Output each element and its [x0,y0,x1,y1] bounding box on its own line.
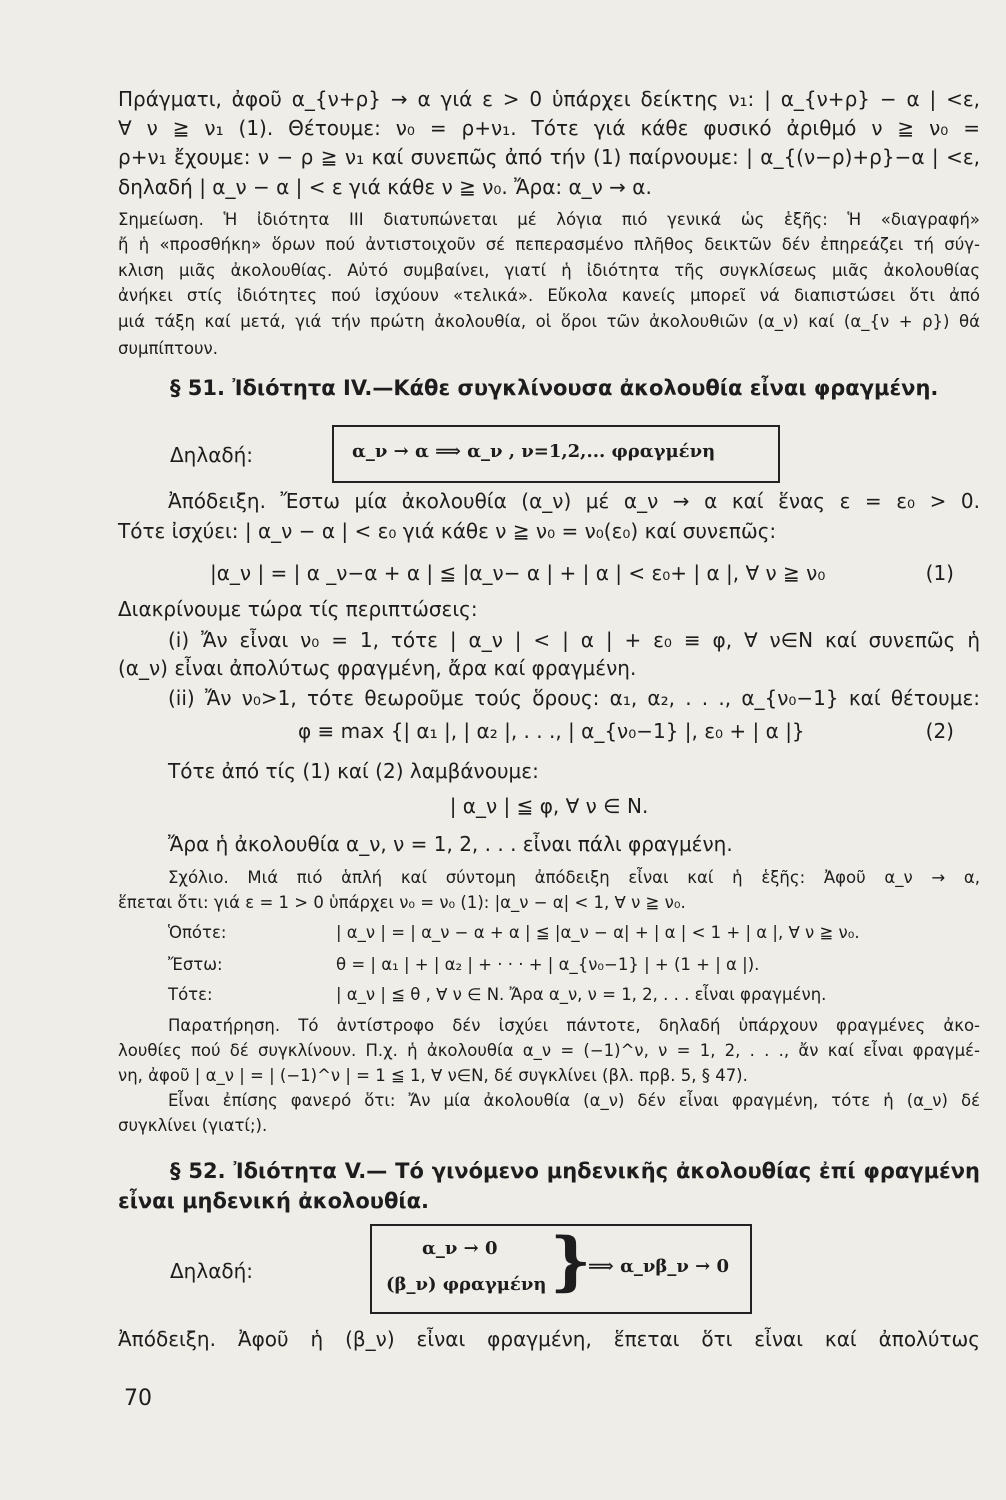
scholio-label: Τότε: [168,985,213,1004]
section-52-title-cont: εἶναι μηδενική ἀκολουθία. [118,1189,429,1213]
equation-1-number: (1) [925,561,954,585]
text-line: ∀ ν ≧ ν₁ (1). Θέτουμε: ν₀ = ρ+ν₁. Τότε γιά κάθε φυσικό ἀριθμό ν ≧ ν₀ = [118,116,980,140]
note-line: ἀνήκει στίς ἰδιότητες πού ἰσχύουν «τελικά». Εὔκολα κανείς μπορεῖ νά διαπιστώσει ὅτι ἀπό [118,286,980,305]
remark-line: συγκλίνει (γιατί;). [118,1116,268,1135]
scholio-line: ἕπεται ὅτι: γιά ε = 1 > 0 ὑπάρχει ν₀ = ν₀ (1): |α_ν − α| < 1, ∀ ν ≧ ν₀. [118,893,686,912]
remark-line: λουθίες πού δέ συγκλίνουν. Π.χ. ἡ ἀκολουθία α_ν = (−1)^ν, ν = 1, 2, . . ., ἄν καί εἶναι φραγμέ- [118,1041,980,1060]
box-premise-1: α_ν → 0 [422,1238,498,1259]
proof-line: Ἄρα ἡ ἀκολουθία α_ν, ν = 1, 2, . . . εἶναι πάλι φραγμένη. [168,832,733,856]
dilady-label: Δηλαδή: [170,443,254,467]
proof-line: Ἀπόδειξη. Ἀφοῦ ἡ (β_ν) εἶναι φραγμένη, ἕπεται ὅτι εἶναι καί ἀπολύτως [118,1327,980,1351]
note-line: μιά τάξη καί μετά, γιά τήν πρώτη ἀκολουθία, οἱ ὅροι τῶν ἀκολουθιῶν (α_ν) καί (α_{ν + ρ}) θά [118,312,980,331]
remark-line: νη, ἀφοῦ | α_ν | = | (−1)^ν | = 1 ≦ 1, ∀ ν∈N, δέ συγκλίνει (βλ. πρβ. 5, § 47). [118,1066,748,1085]
scholio-line: Σχόλιο. Μιά πιό ἁπλή καί σύντομη ἀπόδειξη εἶναι καί ἡ ἑξῆς: Ἀφοῦ α_ν → α, [168,868,980,887]
theorem-box [332,425,780,483]
bound-line: | α_ν | ≦ φ, ∀ ν ∈ N. [449,794,649,818]
note-line: Σημείωση. Ἡ ἰδιότητα ΙΙΙ διατυπώνεται μέ λόγια πιό γενικά ὡς ἑξῆς: Ἡ «διαγραφή» [118,210,980,229]
page-number: 70 [124,1386,152,1411]
proof-line: Τότε ἀπό τίς (1) καί (2) λαμβάνουμε: [168,759,539,783]
theorem-box-text: α_ν → α ⟹ α_ν , ν=1,2,... φραγμένη [352,441,716,462]
dilady-label: Δηλαδή: [170,1259,254,1283]
equation-2-body: φ ≡ max {| α₁ |, | α₂ |, . . ., | α_{ν₀−1} |, ε₀ + | α |} [298,719,805,743]
equation-2-number: (2) [925,719,954,743]
box-conclusion: ⟹ α_νβ_ν → 0 [588,1256,729,1277]
scholio-label: Ἔστω: [168,955,223,974]
note-line: κλιση μιᾶς ἀκολουθίας. Αὐτό συμβαίνει, γιατί ἡ ἰδιότητα τῆς συγκλίσεως μιᾶς ἀκολουθίας [118,261,980,280]
scholio-line: | α_ν | = | α_ν − α + α | ≦ |α_ν − α| + | α | < 1 + | α |, ∀ ν ≧ ν₀. [336,923,860,942]
brace-symbol: } [550,1224,592,1299]
proof-line: Ἀπόδειξη. Ἔστω μία ἀκολουθία (α_ν) μέ α_ν → α καί ἕνας ε = ε₀ > 0. [168,489,980,513]
section-52-title: § 52. Ἰδιότητα V.— Τό γινόμενο μηδενικῆς ἀκολουθίας ἐπί φραγμένη [170,1159,980,1183]
note-line: ἤ ἡ «προσθήκη» ὅρων πού ἀντιστοιχοῦν σέ πεπερασμένο πλῆθος δεικτῶν δέν ἐπηρεάζει τή σύγ- [118,235,980,254]
theorem-box [370,1224,752,1314]
case-ii-line: (ii) Ἄν ν₀>1, τότε θεωροῦμε τούς ὅρους: α₁, α₂, . . ., α_{ν₀−1} καί θέτουμε: [168,686,980,710]
case-i-cont: (α_ν) εἶναι ἀπολύτως φραγμένη, ἄρα καί φραγμένη. [118,656,637,680]
case-i-line: (i) Ἄν εἶναι ν₀ = 1, τότε | α_ν | < | α | + ε₀ ≡ φ, ∀ ν∈N καί συνεπῶς ἡ [168,628,980,652]
text-line: Πράγματι, ἀφοῦ α_{ν+ρ} → α γιά ε > 0 ὑπάρχει δείκτης ν₁: | α_{ν+ρ} − α | <ε, [118,87,980,111]
remark-line: Εἶναι ἐπίσης φανερό ὅτι: Ἄν μία ἀκολουθία (α_ν) δέν εἶναι φραγμένη, τότε ἡ (α_ν) δέ [168,1091,980,1110]
remark-line: Παρατήρηση. Τό ἀντίστροφο δέν ἰσχύει πάντοτε, δηλαδή ὑπάρχουν φραγμένες ἀκο- [168,1016,980,1035]
text-line: ρ+ν₁ ἔχουμε: ν − ρ ≧ ν₁ καί συνεπῶς ἀπό τήν (1) παίρνουμε: | α_{(ν−ρ)+ρ}−α | <ε, [118,145,980,169]
note-line: συμπίπτουν. [118,339,218,358]
section-51-title: § 51. Ἰδιότητα IV.—Κάθε συγκλίνουσα ἀκολουθία εἶναι φραγμένη. [170,376,939,400]
proof-line: Διακρίνουμε τώρα τίς περιπτώσεις: [118,597,478,621]
scholio-line: θ = | α₁ | + | α₂ | + · · · + | α_{ν₀−1} | + (1 + | α |). [336,955,760,974]
equation-1-body: |α_ν | = | α _ν−α + α | ≦ |α_ν− α | + | α | < ε₀+ | α |, ∀ ν ≧ ν₀ [210,561,826,585]
box-premise-2: (β_ν) φραγμένη [386,1274,547,1295]
equation-1 [210,560,980,586]
proof-line: Τότε ἰσχύει: | α_ν − α | < ε₀ γιά κάθε ν ≧ ν₀ = ν₀(ε₀) καί συνεπῶς: [118,519,777,543]
text-line: δηλαδή | α_ν − α | < ε γιά κάθε ν ≧ ν₀. Ἄρα: α_ν → α. [118,175,652,199]
scholio-label: Ὁπότε: [168,923,227,942]
scholio-line: | α_ν | ≦ θ , ∀ ν ∈ N. Ἄρα α_ν, ν = 1, 2, . . . εἶναι φραγμένη. [336,985,827,1004]
equation-2 [298,718,980,744]
